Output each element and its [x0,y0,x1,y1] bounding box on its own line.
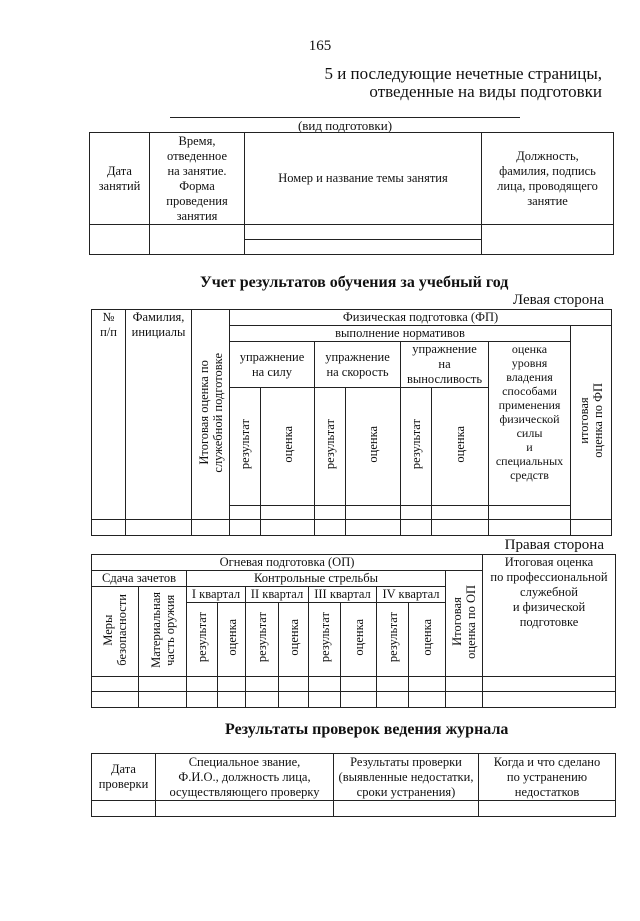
col-grade: оценка [409,603,446,677]
empty-cell[interactable] [346,520,401,536]
empty-cell[interactable] [571,520,612,536]
col-num: № п/п [92,310,126,520]
empty-cell[interactable] [315,506,346,520]
q2-header: II квартал [246,587,309,603]
empty-cell[interactable] [341,692,377,708]
empty-cell[interactable] [245,240,482,255]
q3-header: III квартал [309,587,377,603]
empty-cell[interactable] [334,801,479,817]
col-safety: Меры безопасности [92,587,139,677]
empty-cell[interactable] [401,520,432,536]
q1-header: I квартал [187,587,246,603]
empty-cell[interactable] [432,520,489,536]
col-result: результат [187,603,218,677]
header-line-1: 5 и последующие нечетные страницы, [324,64,602,83]
col-result: результат [401,388,432,506]
op-title: Огневая подготовка (ОП) [92,555,483,571]
col-check-date: Дата проверки [92,754,156,801]
empty-cell[interactable] [483,677,616,692]
ex-endurance: упражнение на выносливость [401,342,489,388]
col-skill-grade: оценка уровня владения способами применения физической силы и специальных средств [489,342,571,506]
checks-table [91,753,616,817]
empty-cell[interactable] [218,692,246,708]
col-result: результат [246,603,279,677]
empty-cell[interactable] [401,506,432,520]
empty-cell[interactable] [92,801,156,817]
empty-cell[interactable] [489,520,571,536]
empty-cell[interactable] [92,692,139,708]
empty-cell[interactable] [315,520,346,536]
training-type-caption: (вид подготовки) [297,118,393,133]
control-shoot-header: Контрольные стрельбы [187,571,446,587]
col-result: результат [377,603,409,677]
empty-cell[interactable] [446,677,483,692]
col-result: результат [230,388,261,506]
empty-cell[interactable] [156,801,334,817]
empty-cell[interactable] [377,677,409,692]
empty-cell[interactable] [261,506,315,520]
empty-cell[interactable] [126,520,192,536]
col-material: Материальная часть оружия [139,587,187,677]
col-time: Время, отведенное на занятие. Форма проведения занятия [150,133,245,225]
empty-cell[interactable] [279,692,309,708]
empty-cell[interactable] [218,677,246,692]
empty-cell[interactable] [483,692,616,708]
q4-header: IV квартал [377,587,446,603]
empty-cell[interactable] [187,677,218,692]
col-name: Фамилия, инициалы [126,310,192,520]
empty-cell[interactable] [346,506,401,520]
ex-speed: упражнение на скорость [315,342,401,388]
col-grade: оценка [218,603,246,677]
empty-cell[interactable] [489,506,571,520]
col-check-person: Специальное звание, Ф.И.О., должность лица, осуществляющего проверку [156,754,334,801]
empty-cell[interactable] [377,692,409,708]
empty-cell[interactable] [482,225,614,255]
empty-cell[interactable] [192,520,230,536]
empty-cell[interactable] [90,225,150,255]
empty-cell[interactable] [409,677,446,692]
col-topic: Номер и название темы занятия [245,133,482,225]
col-prof-final: Итоговая оценка по профессиональной служебной и физической подготовке [483,555,616,677]
right-side-label: Правая сторона [504,537,604,553]
empty-cell[interactable] [187,692,218,708]
empty-cell[interactable] [246,692,279,708]
tests-header: Сдача зачетов [92,571,187,587]
empty-cell[interactable] [92,520,126,536]
empty-cell[interactable] [479,801,616,817]
col-grade: оценка [261,388,315,506]
col-service-grade: Итоговая оценка по служебной подготовке [192,310,230,520]
empty-cell[interactable] [150,225,245,255]
col-check-results: Результаты проверки (выявленные недостатки, сроки устранения) [334,754,479,801]
col-check-fix: Когда и что сделано по устранению недостатков [479,754,616,801]
training-table [89,132,614,255]
empty-cell[interactable] [309,677,341,692]
empty-cell[interactable] [279,677,309,692]
empty-cell[interactable] [139,692,187,708]
empty-cell[interactable] [230,520,261,536]
empty-cell[interactable] [309,692,341,708]
norms-header: выполнение нормативов [230,326,571,342]
checks-title: Результаты проверок ведения журнала [225,721,509,738]
col-grade: оценка [279,603,309,677]
empty-cell[interactable] [409,692,446,708]
col-grade: оценка [346,388,401,506]
col-grade: оценка [341,603,377,677]
empty-cell[interactable] [246,677,279,692]
empty-cell[interactable] [446,692,483,708]
col-result: результат [315,388,346,506]
empty-cell[interactable] [261,520,315,536]
empty-cell[interactable] [245,225,482,240]
page-number: 165 [308,38,332,54]
col-op-final: Итоговая оценка по ОП [446,571,483,677]
ex-strength: упражнение на силу [230,342,315,388]
col-date: Дата занятий [90,133,150,225]
empty-cell[interactable] [139,677,187,692]
empty-cell[interactable] [341,677,377,692]
right-side-table [91,554,616,708]
col-fp-final: итоговая оценка по ФП [571,326,612,520]
results-table [91,309,612,536]
left-side-label: Левая сторона [512,292,604,308]
fp-title: Физическая подготовка (ФП) [230,310,612,326]
col-grade: оценка [432,388,489,506]
empty-cell[interactable] [432,506,489,520]
col-result: результат [309,603,341,677]
empty-cell[interactable] [230,506,261,520]
results-title: Учет результатов обучения за учебный год [200,274,509,291]
empty-cell[interactable] [92,677,139,692]
header-line-2: отведенные на виды подготовки [369,82,602,101]
col-position: Должность, фамилия, подпись лица, проводящего занятие [482,133,614,225]
